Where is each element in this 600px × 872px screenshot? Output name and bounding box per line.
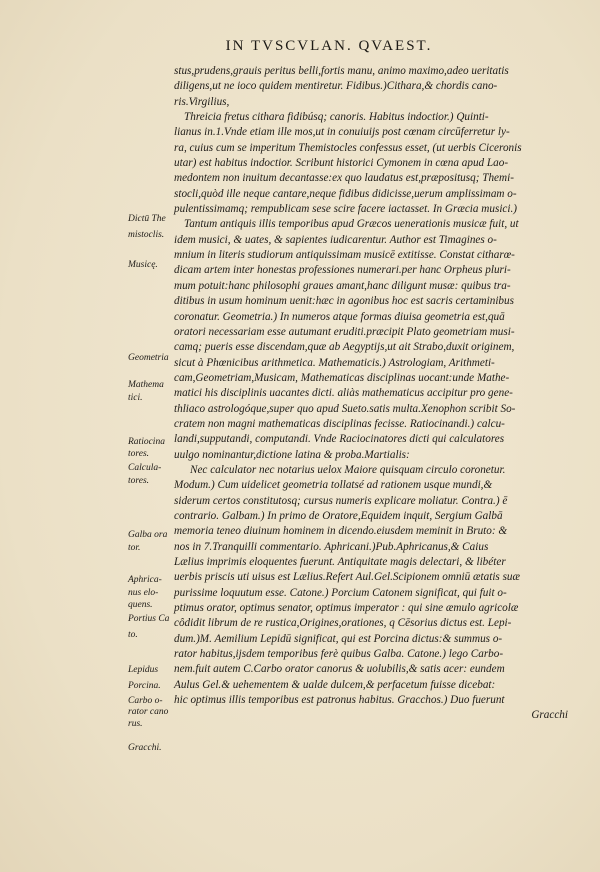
text-line: ditibus in usum hominum uenit:hæc in agonibus hoc est sacris certaminibus	[174, 295, 514, 308]
text-line: stus,prudens,grauis peritus belli,fortis manu, animo maximo,adeo ueritatis	[174, 65, 509, 77]
text-line: ra, cuius cum se imperitum Themistocles confessus esset, (ut uerbis Ciceronis	[174, 141, 522, 154]
margin-note: Ratiocina	[128, 437, 165, 447]
margin-note: Geometria	[128, 353, 169, 363]
text-line: rator habitus,ijsdem temporibus ferè quibus Galba. Catone.) lego Carbo-	[174, 648, 504, 661]
text-line: utar) est habitus indoctior. Scribunt historici Cymonem in cœna apud Lao-	[174, 157, 509, 170]
text-line: Tantum antiquis illis temporibus apud Græcos uenerationis musicæ fuit, ut	[184, 218, 519, 231]
text-line: diligens,ut ne ioco quidem mentiretur. Fidibus.)Cithara,& chordis cano-	[174, 80, 498, 93]
margin-note: Porcina.	[128, 681, 161, 691]
text-line: cam,Geometriam,Musicam, Mathematicas disciplinas uocant:unde Mathe-	[174, 371, 510, 384]
margin-note: tores.	[128, 449, 150, 459]
body-text	[174, 64, 568, 724]
margin-note: Mathema	[128, 380, 164, 390]
margin-note: rus.	[128, 719, 143, 729]
margin-note: nus elo-	[128, 588, 159, 598]
text-line: thliaco astrologóque,super quo apud Sueto.satis multa.Xenophon scribit So-	[174, 402, 516, 415]
margin-note: Dictū The	[128, 214, 166, 224]
margin-note: quens.	[128, 600, 153, 610]
margin-note: mistoclis.	[128, 230, 165, 240]
text-line: contrario. Galbam.) In primo de Oratore,Equidem inquit, Sergium Galbā	[174, 509, 503, 522]
text-line: nos in 7.Tranquilli commentario. Aphricani.)Pub.Aphricanus,& Caius	[174, 540, 489, 553]
text-line: hic optimus illis temporibus est patronus habitus. Gracchos.) Duo fuerunt	[174, 694, 505, 707]
margin-note: Portius Ca	[128, 614, 170, 624]
text-line: sicut à Phœnicibus arithmetica. Mathematicis.) Astrologiam, Arithmeti-	[174, 356, 495, 369]
text-line: pulentissimamq; rempublicam sese scire facere iactasset. In Græcia musici.)	[174, 203, 518, 216]
margin-note: Musicę.	[128, 260, 158, 270]
text-line: coronatur. Geometria.) In numeros atque formas diuisa geometria est,quā	[174, 310, 505, 323]
margin-note: tores.	[128, 476, 150, 486]
text-line: ris.Virgilius,	[174, 95, 230, 108]
margin-note: Lepidus	[128, 665, 159, 675]
margin-note: to.	[128, 630, 138, 640]
margin-note: Gracchi.	[128, 743, 162, 753]
text-line: dum.)M. Aemilium Lepidū significat, qui est Porcina dictus:& summus o-	[174, 632, 503, 645]
text-line: memoria teneo diuinum hominem in dicendo.eiusdem meminit in Bruto: &	[174, 525, 508, 538]
text-line: Lælius imprimis eloquentes fuerunt. Antiquitate magis delectari, & libéter	[174, 556, 506, 568]
text-line: Threicia fretus cithara fidibúsq; canoris. Habitus indoctior.) Quinti-	[184, 111, 489, 124]
text-line: lianus in.1.Vnde etiam ille mos,ut in conuiuijs post cœnam circūferretur ly-	[174, 126, 510, 139]
margin-note: tici.	[128, 393, 143, 403]
text-line: landi,supputandi, computandi. Vnde Raciocinatores dicti qui calculatores	[174, 433, 505, 446]
text-line: ptimus orator, optimus senator, optimus imperator : qui sine æmulo agricolæ	[174, 602, 519, 615]
margin-note: Galba ora	[128, 530, 168, 540]
text-line: mum potuit:hanc philosophi graues amant,hanc diligunt musæ: quibus tra-	[174, 279, 511, 292]
margin-note: Aphrica-	[128, 575, 162, 585]
text-line: Aulus Gel.& uehementem & ualde dulcem,& perfacetum fuisse dicebat:	[174, 678, 496, 691]
margin-note: Carbo o-	[128, 696, 163, 706]
text-line: Modum.) Cum uidelicet geometria tollatsé ad rationem usque mundi,&	[174, 479, 493, 492]
text-line: mnium in literis studiorum antiquissimam musicē extitisse. Constat citharœ-	[174, 249, 515, 262]
text-line: purissime loquutum esse. Catone.) Porcium Catonem significat, qui fuit o-	[174, 586, 507, 599]
text-line: matici his disciplinis uacantes dicti. aliàs mathematicus accipitur pro gene-	[174, 387, 513, 400]
text-line: siderum certos constitutosq; cursus numeris explicare moliatur. Contra.) ē	[174, 494, 508, 507]
catchword: Gracchi	[531, 709, 568, 722]
text-line: cratem non magni mathematicas disciplinas fecisse. Ratiocinandi.) calcu-	[174, 417, 505, 430]
text-line: oratori necessariam esse autumant eruditi.præcipit Plato geometriam musi-	[174, 325, 515, 338]
margin-note: tor.	[128, 543, 141, 553]
text-line: idem musici, & uates, & sapientes iudicarentur. Author est Timagines o-	[174, 233, 497, 246]
text-line: dicam artem inter honestas professiones numerari.per hanc Orpheus pluri-	[174, 264, 511, 277]
text-line: medontem non inuitum decantasse:ex quo laudatus est,præpositusq; Themi-	[174, 172, 514, 185]
margin-note: Calcula-	[128, 463, 162, 473]
margin-note: rator cano	[128, 707, 169, 717]
text-line: uulgo nominantur,dictione latina & proba.Martialis:	[174, 448, 410, 461]
verse-line: Nec calculator nec notarius uelox Maiore quisquam circulo coronetur.	[190, 463, 506, 476]
text-line: stocli,quòd ille neque cantare,neque fidibus didicisse,uerum amplissimam o-	[174, 187, 517, 200]
running-header-text: IN TVSCVLAN. QVAEST.	[225, 38, 433, 54]
text-line: uerbis priscis uti uisus est Lælius.Refert Aul.Gel.Scipionem omniū ætatis suæ	[174, 571, 520, 584]
text-line: côdidit librum de re rustica,Origines,orationes, q Cēsorius dictus est. Lepi-	[174, 617, 512, 630]
running-header	[0, 38, 600, 55]
text-line: nem.fuit autem C.Carbo orator canorus & uolubilis,& satis acer: eundem	[174, 663, 505, 676]
text-line: camq; pueris esse discendam,quæ ab Aegyptijs,ut ait Strabo,duxit originem,	[174, 341, 515, 354]
